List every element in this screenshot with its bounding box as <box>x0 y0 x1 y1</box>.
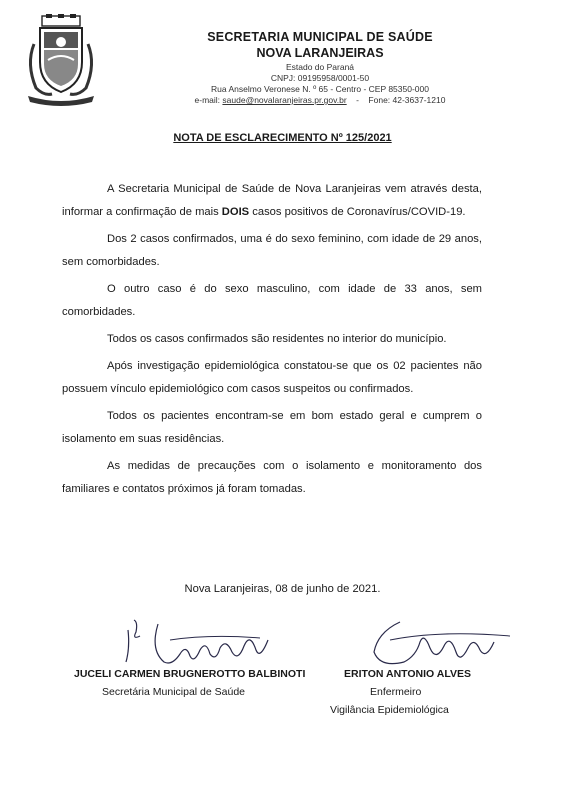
note-title: NOTA DE ESCLARECIMENTO Nº 125/2021 <box>173 132 392 144</box>
header-cnpj: CNPJ: 09195958/0001-50 <box>270 73 370 83</box>
signer-name: JUCELI CARMEN BRUGNEROTTO BALBINOTI <box>74 668 306 680</box>
header-state: Estado do Paraná <box>285 62 355 72</box>
paragraph-6: Todos os pacientes encontram-se em bom estado geral e cumprem o isolamento em suas residências. <box>62 410 482 445</box>
paragraph-7: As medidas de precauções com o isolamento e monitoramento dos familiares e contatos próximos já foram tomadas. <box>62 460 482 495</box>
email-label: e-mail: <box>194 95 221 105</box>
phone-number: Fone: 42-3637-1210 <box>368 95 446 105</box>
header-address: Rua Anselmo Veronese N. º 65 - Centro - CEP 85350-000 <box>211 84 429 94</box>
paragraph-1: A Secretaria Municipal de Saúde de Nova Laranjeiras vem através desta, informar a confirmação de mais DOIS casos positivos de Coronavírus/COVID-19. <box>62 183 482 218</box>
signer-name: ERITON ANTONIO ALVES <box>344 668 471 680</box>
email-link[interactable]: saude@novalaranjeiras.pr.gov.br <box>222 95 347 105</box>
paragraph-3: O outro caso é do sexo masculino, com idade de 33 anos, sem comorbidades. <box>62 283 482 318</box>
highlight-count: DOIS <box>221 206 250 218</box>
paragraph-4: Todos os casos confirmados são residentes no interior do município. <box>107 333 447 345</box>
header-title: SECRETARIA MUNICIPAL DE SAÚDE <box>207 30 433 44</box>
paragraph-2: Dos 2 casos confirmados, uma é do sexo feminino, com idade de 29 anos, sem comorbidades. <box>62 233 482 268</box>
note-body <box>62 178 482 505</box>
header-subtitle: NOVA LARANJEIRAS <box>256 46 384 60</box>
phone-separator: - <box>356 95 359 105</box>
dateline: Nova Laranjeiras, 08 de junho de 2021. <box>184 583 381 595</box>
signer-role: Enfermeiro <box>370 686 422 698</box>
handwritten-signature-icon <box>120 610 290 670</box>
signer-role: Secretária Municipal de Saúde <box>102 686 246 698</box>
header-contact <box>100 95 540 105</box>
signer-department: Vigilância Epidemiológica <box>330 704 449 716</box>
paragraph-5: Após investigação epidemiológica constatou-se que os 02 pacientes não possuem vínculo epidemiológico com casos suspeitos ou confirmados. <box>62 360 482 395</box>
municipal-crest-icon <box>22 14 100 106</box>
handwritten-signature-icon <box>360 612 520 672</box>
